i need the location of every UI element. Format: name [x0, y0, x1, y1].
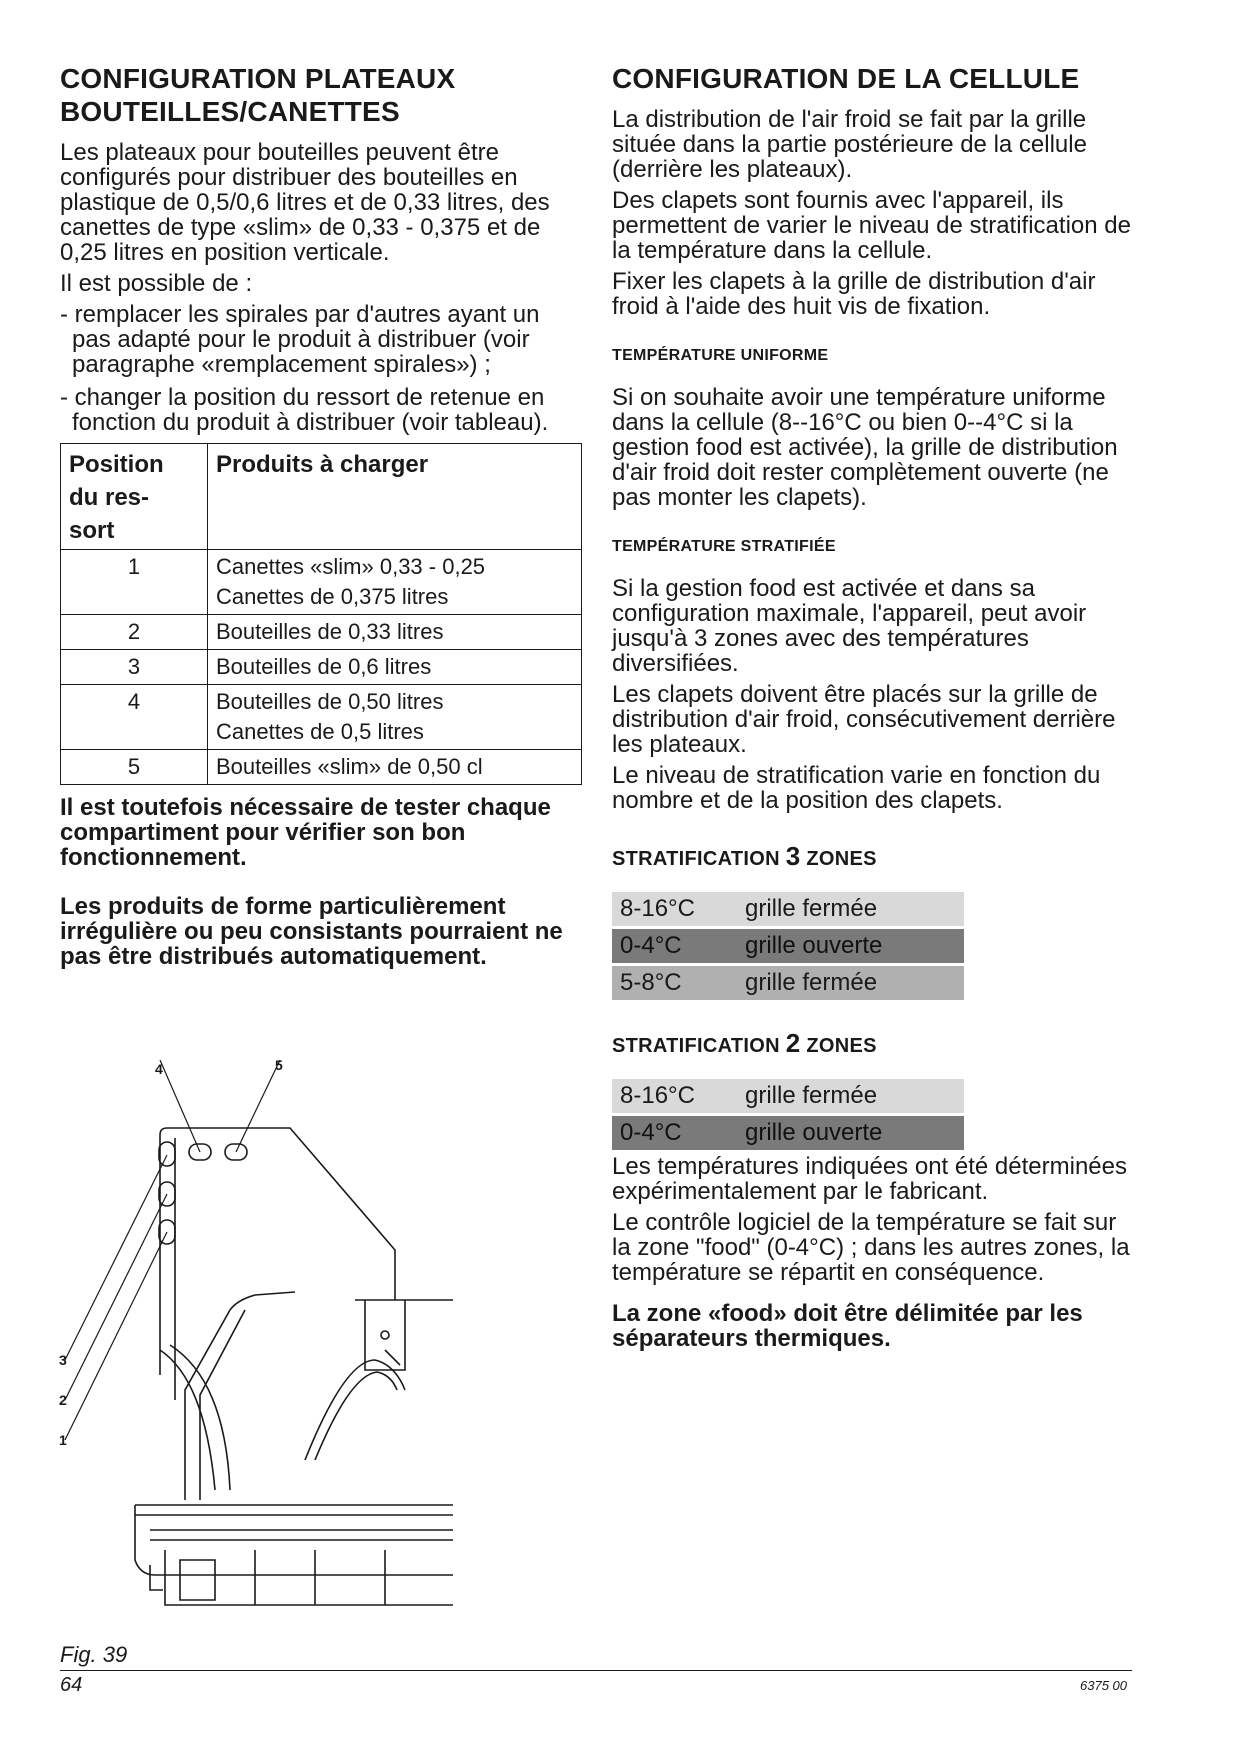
figure-label-1: 1 — [59, 1432, 67, 1448]
table-row — [61, 685, 582, 750]
section-title-plateaux: CONFIGURATION PLATEAUX BOUTEILLES/CANETTES — [60, 63, 456, 127]
stratification-3-heading — [612, 841, 1132, 872]
figure-label-4: 4 — [155, 1061, 163, 1077]
experimental-note: Les températures indiquées ont été déterminées expérimentalement par le fabricant. — [612, 1153, 1127, 1205]
right-column — [612, 62, 1132, 1357]
section-title-cellule: CONFIGURATION DE LA CELLULE — [612, 63, 1080, 94]
stratified-text-2: Les clapets doivent être placés sur la grille de distribution d'air froid, consécutivement derrière les plateaux. — [612, 681, 1116, 758]
position-cell: 1 — [61, 550, 208, 615]
spring-position-table — [60, 443, 582, 785]
zone-row — [612, 1079, 964, 1113]
heading-number: 2 — [785, 1028, 801, 1058]
irregular-products-note: Les produits de forme particulièrement irrégulière ou peu consistants pourraient ne pas être distribués automatiquement. — [60, 893, 563, 970]
figure-label-3: 3 — [59, 1352, 67, 1368]
zone-row — [612, 966, 964, 1000]
fixing-paragraph: Fixer les clapets à la grille de distribution d'air froid à l'aide des huit vis de fixation. — [612, 268, 1096, 320]
product-line: Bouteilles de 0,6 litres — [216, 654, 432, 679]
position-cell: 4 — [61, 685, 208, 750]
figure-label-5: 5 — [275, 1060, 283, 1073]
dispenser-illustration — [55, 1060, 475, 1660]
header-products: Produits à charger — [208, 444, 582, 550]
uniform-temperature-text: Si on souhaite avoir une température uniforme dans la cellule (8--16°C ou bien 0--4°C si la gestion food est activée), la grille de distribution d'air froid doit rester complètement ouverte (ne pas monter les clapets). — [612, 384, 1118, 511]
software-control-note: Le contrôle logiciel de la température se fait sur la zone "food" (0-4°C) ; dans les autres zones, la température se répartit en conséquence. — [612, 1209, 1130, 1286]
stratified-text-3: Le niveau de stratification varie en fonction du nombre et de la position des clapets. — [612, 762, 1101, 814]
zone-state: grille ouverte — [745, 932, 883, 959]
food-zone-note: La zone «food» doit être délimitée par les séparateurs thermiques. — [612, 1300, 1083, 1352]
page-number: 64 — [60, 1674, 83, 1696]
products-cell — [208, 750, 582, 785]
figure-label-2: 2 — [59, 1392, 67, 1408]
zone-temp: 8-16°C — [620, 895, 695, 922]
product-line: Canettes de 0,375 litres — [216, 584, 449, 609]
zone-temp: 0-4°C — [620, 932, 682, 959]
products-cell — [208, 685, 582, 750]
product-line: Bouteilles «slim» de 0,50 cl — [216, 754, 483, 779]
list-item: - remplacer les spirales par d'autres ayant un pas adapté pour le produit à distribuer (voir paragraphe «remplacement spirales») ; — [60, 301, 540, 378]
test-note: Il est toutefois nécessaire de tester chaque compartiment pour vérifier son bon fonctionnement. — [60, 794, 551, 871]
stratified-text-1: Si la gestion food est activée et dans sa configuration maximale, l'appareil, peut avoir jusqu'à 3 zones avec des températures diversifiées. — [612, 575, 1087, 677]
zone-temp: 8-16°C — [620, 1082, 695, 1109]
heading-prefix: STRATIFICATION — [612, 1035, 780, 1057]
zone-state: grille fermée — [745, 1082, 878, 1109]
header-position: Position du res- sort — [61, 444, 208, 550]
products-cell — [208, 615, 582, 650]
product-line: Bouteilles de 0,33 litres — [216, 619, 444, 644]
zone-row — [612, 1116, 964, 1150]
zone-temp: 0-4°C — [620, 1119, 682, 1146]
footer-divider — [60, 1670, 1132, 1671]
position-cell: 2 — [61, 615, 208, 650]
left-column — [60, 62, 580, 975]
list-item: - changer la position du ressort de retenue en fonction du produit à distribuer (voir tableau). — [60, 384, 549, 436]
document-code: 6375 00 — [1080, 1678, 1127, 1693]
products-cell — [208, 550, 582, 615]
heading-number: 3 — [785, 841, 801, 871]
options-list — [60, 302, 580, 435]
zone-state: grille fermée — [745, 895, 878, 922]
zone-state: grille fermée — [745, 969, 878, 996]
table-row — [61, 550, 582, 615]
product-line: Bouteilles de 0,50 litres — [216, 689, 444, 714]
possible-text: Il est possible de : — [60, 270, 253, 297]
flaps-paragraph: Des clapets sont fournis avec l'appareil, ils permettent de varier le niveau de stratification de la température dans la cellule. — [612, 187, 1131, 264]
intro-paragraph: Les plateaux pour bouteilles peuvent être configurés pour distribuer des bouteilles en plastique de 0,5/0,6 litres et de 0,33 litres, des canettes de type «slim» de 0,33 - 0,375 et de 0,25 litres en position verticale. — [60, 139, 550, 266]
table-row — [61, 615, 582, 650]
zone-temp: 5-8°C — [620, 969, 682, 996]
heading-suffix: ZONES — [806, 1035, 877, 1057]
products-cell — [208, 650, 582, 685]
product-line: Canettes «slim» 0,33 - 0,25 — [216, 554, 486, 579]
zones-2-table — [612, 1079, 964, 1150]
zone-state: grille ouverte — [745, 1119, 883, 1146]
position-cell: 5 — [61, 750, 208, 785]
position-cell: 3 — [61, 650, 208, 685]
figure-39 — [55, 1060, 475, 1660]
air-distribution-paragraph: La distribution de l'air froid se fait par la grille située dans la partie postérieure de la cellule (derrière les plateaux). — [612, 106, 1087, 183]
figure-caption: Fig. 39 — [60, 1642, 128, 1667]
stratification-2-heading — [612, 1028, 1132, 1059]
heading-prefix: STRATIFICATION — [612, 848, 780, 870]
zones-3-table — [612, 892, 964, 1000]
zone-row — [612, 892, 964, 926]
zone-row — [612, 929, 964, 963]
product-line: Canettes de 0,5 litres — [216, 719, 424, 744]
uniform-temperature-heading: TEMPÉRATURE UNIFORME — [612, 347, 829, 364]
table-header-row — [61, 444, 582, 550]
table-row — [61, 750, 582, 785]
stratified-temperature-heading: TEMPÉRATURE STRATIFIÉE — [612, 538, 836, 555]
heading-suffix: ZONES — [806, 848, 877, 870]
table-row — [61, 650, 582, 685]
